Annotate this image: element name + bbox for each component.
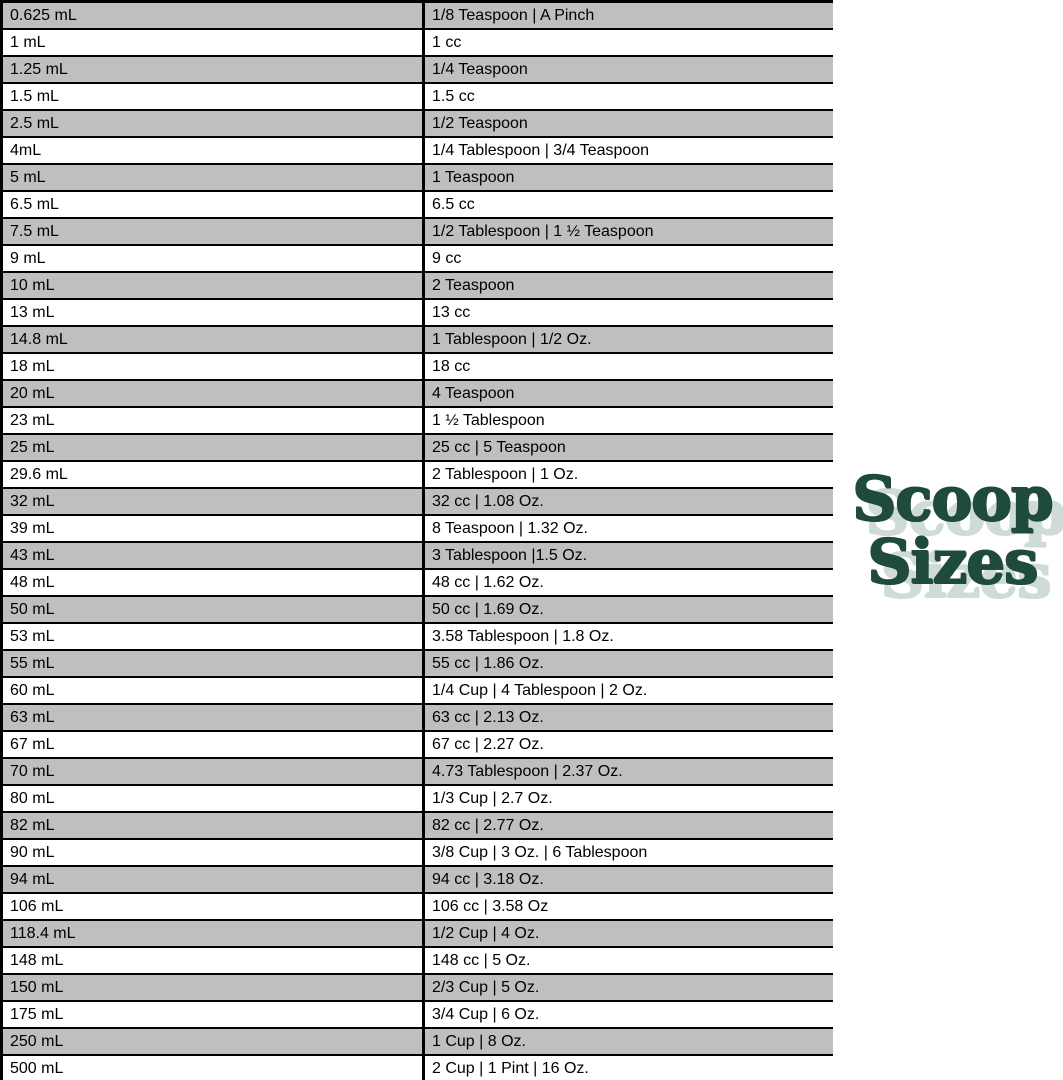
conversion-cell: 48 cc | 1.62 Oz. (424, 569, 834, 596)
table-row (2, 893, 834, 920)
conversion-cell: 4.73 Tablespoon | 2.37 Oz. (424, 758, 834, 785)
table-row (2, 758, 834, 785)
scoop-sizes-logo (842, 464, 1063, 599)
conversion-cell: 1/3 Cup | 2.7 Oz. (424, 785, 834, 812)
conversion-cell: 6.5 cc (424, 191, 834, 218)
conversion-cell: 63 cc | 2.13 Oz. (424, 704, 834, 731)
ml-cell: 175 mL (2, 1001, 424, 1028)
table-row (2, 272, 834, 299)
conversion-cell: 2/3 Cup | 5 Oz. (424, 974, 834, 1001)
table-row (2, 488, 834, 515)
table-row (2, 542, 834, 569)
ml-cell: 82 mL (2, 812, 424, 839)
ml-cell: 55 mL (2, 650, 424, 677)
table-row (2, 29, 834, 56)
ml-cell: 4mL (2, 137, 424, 164)
table-row (2, 1028, 834, 1055)
conversion-cell: 32 cc | 1.08 Oz. (424, 488, 834, 515)
conversion-cell: 50 cc | 1.69 Oz. (424, 596, 834, 623)
table-row (2, 839, 834, 866)
table-row (2, 1001, 834, 1028)
ml-cell: 18 mL (2, 353, 424, 380)
conversion-cell: 1 cc (424, 29, 834, 56)
conversion-cell: 1 Tablespoon | 1/2 Oz. (424, 326, 834, 353)
ml-cell: 23 mL (2, 407, 424, 434)
ml-cell: 67 mL (2, 731, 424, 758)
table-row (2, 569, 834, 596)
ml-cell: 20 mL (2, 380, 424, 407)
ml-cell: 63 mL (2, 704, 424, 731)
conversion-cell: 82 cc | 2.77 Oz. (424, 812, 834, 839)
table-row (2, 515, 834, 542)
ml-cell: 50 mL (2, 596, 424, 623)
logo-line-scoop: Scoop (852, 464, 1053, 535)
ml-cell: 14.8 mL (2, 326, 424, 353)
table-row (2, 650, 834, 677)
ml-cell: 1.25 mL (2, 56, 424, 83)
table-row (2, 218, 834, 245)
ml-cell: 7.5 mL (2, 218, 424, 245)
table-row (2, 56, 834, 83)
table-row (2, 191, 834, 218)
conversion-cell: 148 cc | 5 Oz. (424, 947, 834, 974)
ml-cell: 2.5 mL (2, 110, 424, 137)
table-row (2, 596, 834, 623)
conversion-cell: 4 Teaspoon (424, 380, 834, 407)
table-row (2, 407, 834, 434)
ml-cell: 148 mL (2, 947, 424, 974)
ml-cell: 39 mL (2, 515, 424, 542)
ml-cell: 60 mL (2, 677, 424, 704)
conversion-cell: 94 cc | 3.18 Oz. (424, 866, 834, 893)
table-row (2, 920, 834, 947)
ml-cell: 9 mL (2, 245, 424, 272)
table-row (2, 812, 834, 839)
conversion-cell: 2 Teaspoon (424, 272, 834, 299)
table-row (2, 785, 834, 812)
conversion-cell: 55 cc | 1.86 Oz. (424, 650, 834, 677)
ml-cell: 48 mL (2, 569, 424, 596)
table-row (2, 245, 834, 272)
ml-cell: 10 mL (2, 272, 424, 299)
ml-cell: 1 mL (2, 29, 424, 56)
conversion-cell: 3/4 Cup | 6 Oz. (424, 1001, 834, 1028)
conversion-cell: 1/4 Tablespoon | 3/4 Teaspoon (424, 137, 834, 164)
ml-cell: 32 mL (2, 488, 424, 515)
table-row (2, 164, 834, 191)
conversion-cell: 67 cc | 2.27 Oz. (424, 731, 834, 758)
conversion-cell: 8 Teaspoon | 1.32 Oz. (424, 515, 834, 542)
ml-cell: 0.625 mL (2, 2, 424, 30)
table-row (2, 110, 834, 137)
conversion-cell: 1/2 Cup | 4 Oz. (424, 920, 834, 947)
conversion-cell: 1.5 cc (424, 83, 834, 110)
ml-cell: 6.5 mL (2, 191, 424, 218)
table-row (2, 677, 834, 704)
conversion-cell: 106 cc | 3.58 Oz (424, 893, 834, 920)
table-row (2, 704, 834, 731)
ml-cell: 250 mL (2, 1028, 424, 1055)
ml-cell: 53 mL (2, 623, 424, 650)
ml-cell: 94 mL (2, 866, 424, 893)
conversion-cell: 1/4 Cup | 4 Tablespoon | 2 Oz. (424, 677, 834, 704)
ml-cell: 70 mL (2, 758, 424, 785)
ml-cell: 29.6 mL (2, 461, 424, 488)
ml-cell: 43 mL (2, 542, 424, 569)
conversion-cell: 2 Tablespoon | 1 Oz. (424, 461, 834, 488)
table-row (2, 2, 834, 30)
logo-line-sizes: Sizes (867, 527, 1038, 599)
table-row (2, 974, 834, 1001)
table-row (2, 380, 834, 407)
ml-cell: 500 mL (2, 1055, 424, 1080)
ml-cell: 106 mL (2, 893, 424, 920)
conversion-cell: 1/8 Teaspoon | A Pinch (424, 2, 834, 30)
ml-cell: 1.5 mL (2, 83, 424, 110)
conversion-cell: 1 Teaspoon (424, 164, 834, 191)
table-row (2, 326, 834, 353)
conversion-cell: 9 cc (424, 245, 834, 272)
ml-cell: 5 mL (2, 164, 424, 191)
ml-cell: 25 mL (2, 434, 424, 461)
table-row (2, 434, 834, 461)
table-row (2, 299, 834, 326)
ml-cell: 80 mL (2, 785, 424, 812)
table-row (2, 83, 834, 110)
conversion-cell: 1 ½ Tablespoon (424, 407, 834, 434)
ml-cell: 90 mL (2, 839, 424, 866)
table-row (2, 353, 834, 380)
table-row (2, 866, 834, 893)
conversion-cell: 25 cc | 5 Teaspoon (424, 434, 834, 461)
ml-cell: 13 mL (2, 299, 424, 326)
conversion-cell: 1 Cup | 8 Oz. (424, 1028, 834, 1055)
conversion-cell: 18 cc (424, 353, 834, 380)
table-row (2, 947, 834, 974)
conversion-cell: 2 Cup | 1 Pint | 16 Oz. (424, 1055, 834, 1080)
conversion-cell: 3/8 Cup | 3 Oz. | 6 Tablespoon (424, 839, 834, 866)
table-row (2, 461, 834, 488)
conversion-cell: 1/2 Teaspoon (424, 110, 834, 137)
table-row (2, 137, 834, 164)
table-row (2, 731, 834, 758)
conversion-cell: 1/4 Teaspoon (424, 56, 834, 83)
ml-cell: 118.4 mL (2, 920, 424, 947)
table-row (2, 623, 834, 650)
ml-cell: 150 mL (2, 974, 424, 1001)
conversion-cell: 3 Tablespoon |1.5 Oz. (424, 542, 834, 569)
conversion-cell: 1/2 Tablespoon | 1 ½ Teaspoon (424, 218, 834, 245)
conversion-cell: 13 cc (424, 299, 834, 326)
conversion-cell: 3.58 Tablespoon | 1.8 Oz. (424, 623, 834, 650)
table-row (2, 1055, 834, 1080)
